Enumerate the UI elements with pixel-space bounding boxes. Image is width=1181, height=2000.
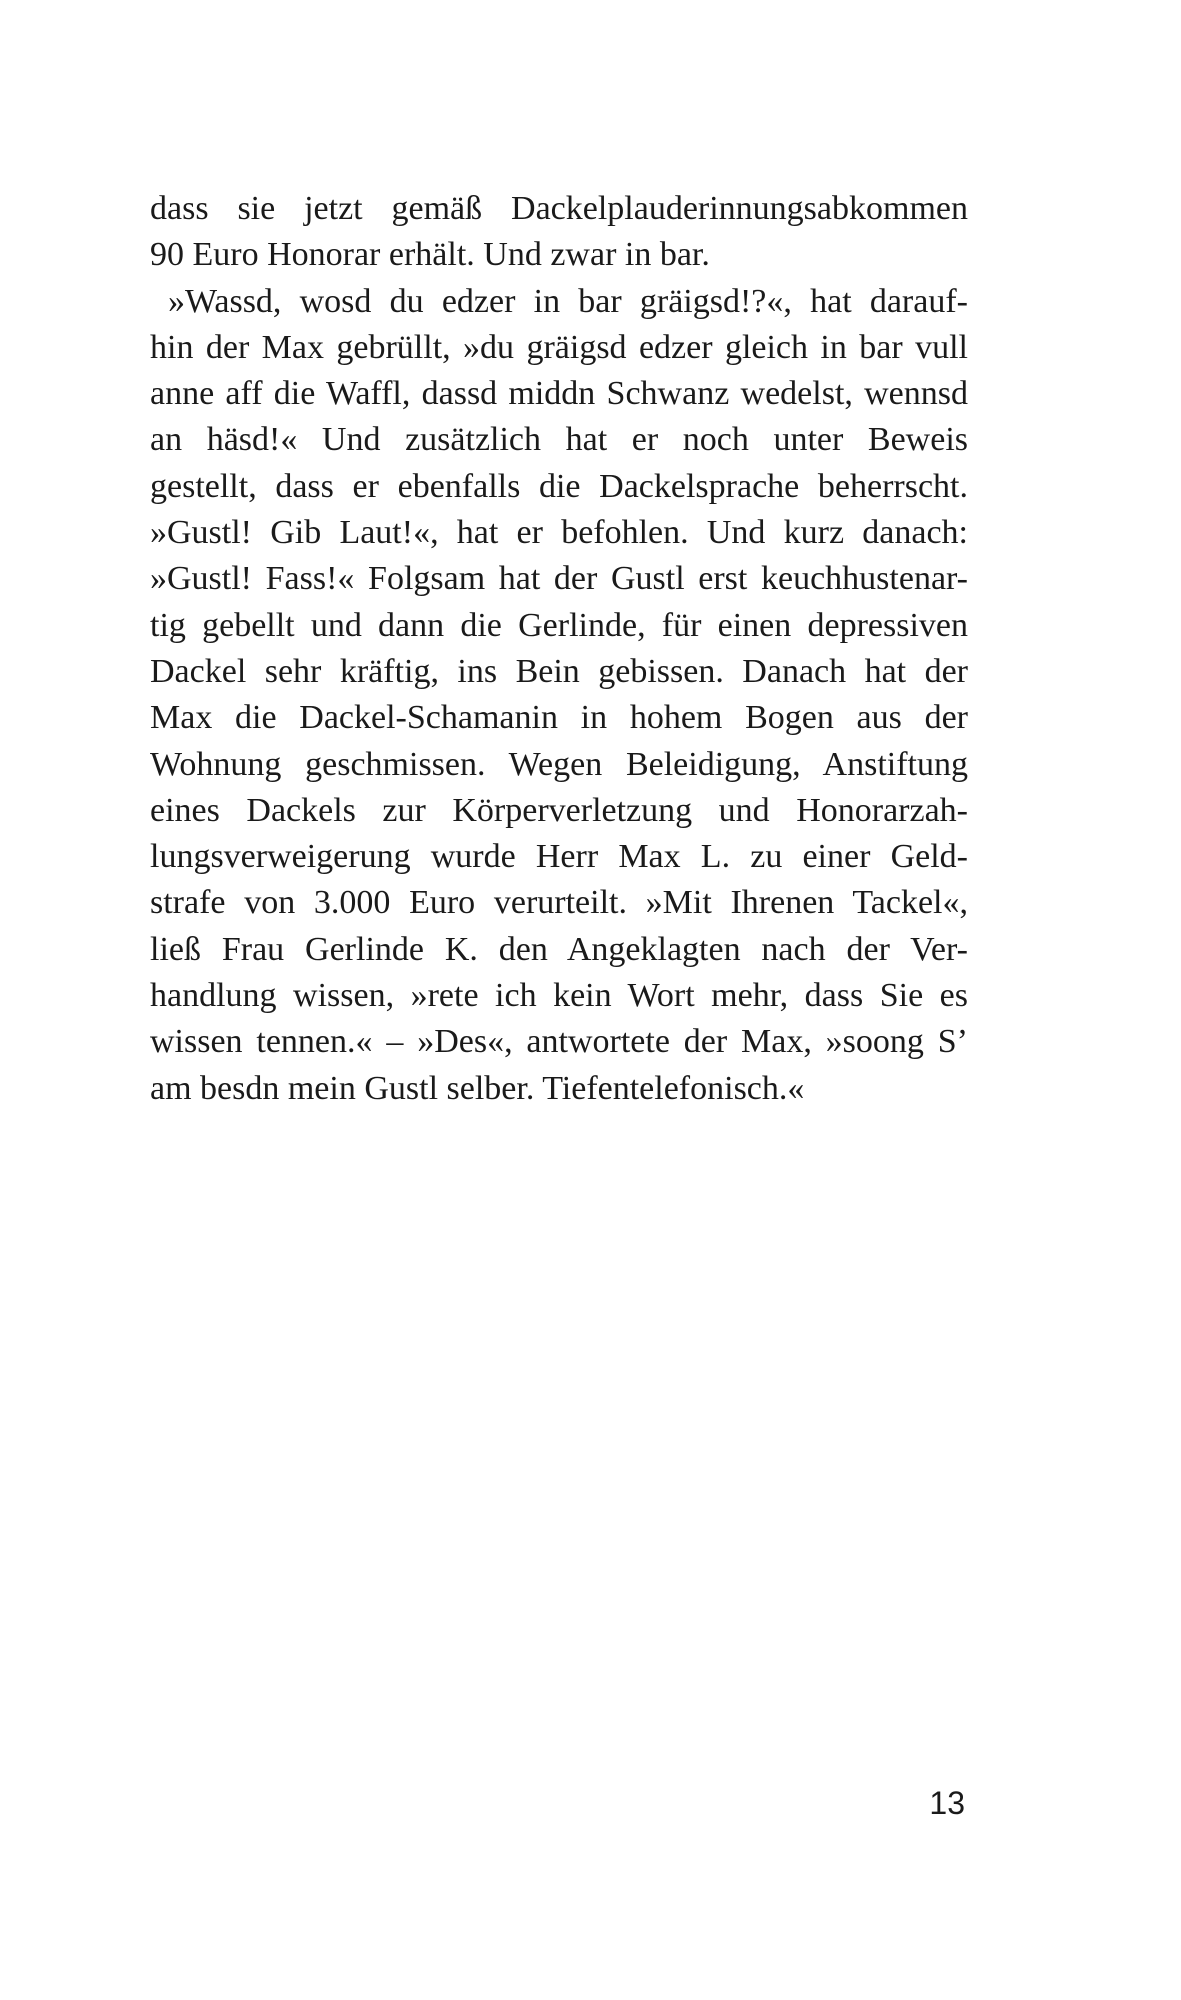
text-line: tig gebellt und dann die Gerlinde, für einen depressiven (150, 606, 968, 644)
text-line: wissen tennen.« – »Des«, antwortete der Max, »soong S’ (150, 1023, 968, 1061)
text-line: Dackel sehr kräftig, ins Bein gebissen. Danach hat der (150, 652, 968, 690)
text-line: 90 Euro Honorar erhält. Und zwar in bar. (150, 236, 710, 274)
text-line: Max die Dackel-Schamanin in hohem Bogen aus der (150, 699, 968, 737)
text-line: anne aff die Waffl, dassd middn Schwanz wedelst, wennsd (150, 375, 968, 413)
text-line: handlung wissen, »rete ich kein Wort mehr, dass Sie es (150, 977, 968, 1015)
text-line: Wohnung geschmissen. Wegen Beleidigung, Anstiftung (150, 745, 968, 783)
text-line: hin der Max gebrüllt, »du gräigsd edzer gleich in bar vull (150, 328, 968, 366)
page-number: 13 (929, 1785, 965, 1821)
text-line: »Wassd, wosd du edzer in bar gräigsd!?«, hat darauf- (168, 282, 968, 320)
text-line: gestellt, dass er ebenfalls die Dackelsprache beherrscht. (150, 467, 968, 505)
text-line: lungsverweigerung wurde Herr Max L. zu einer Geld- (150, 838, 968, 876)
text-line: eines Dackels zur Körperverletzung und Honorarzah- (150, 791, 968, 829)
text-line: »Gustl! Fass!« Folgsam hat der Gustl erst keuchhustenar- (150, 560, 968, 598)
text-line: an häsd!« Und zusätzlich hat er noch unter Beweis (150, 421, 968, 459)
body-text (150, 186, 968, 1112)
text-line: dass sie jetzt gemäß Dackelplauderinnungsabkommen (150, 190, 968, 227)
text-line: ließ Frau Gerlinde K. den Angeklagten nach der Ver- (150, 930, 968, 968)
text-line: strafe von 3.000 Euro verurteilt. »Mit Ihrenen Tackel«, (150, 884, 968, 922)
text-line: am besdn mein Gustl selber. Tiefentelefonisch.« (150, 1069, 805, 1107)
text-line: »Gustl! Gib Laut!«, hat er befohlen. Und kurz danach: (150, 514, 968, 552)
